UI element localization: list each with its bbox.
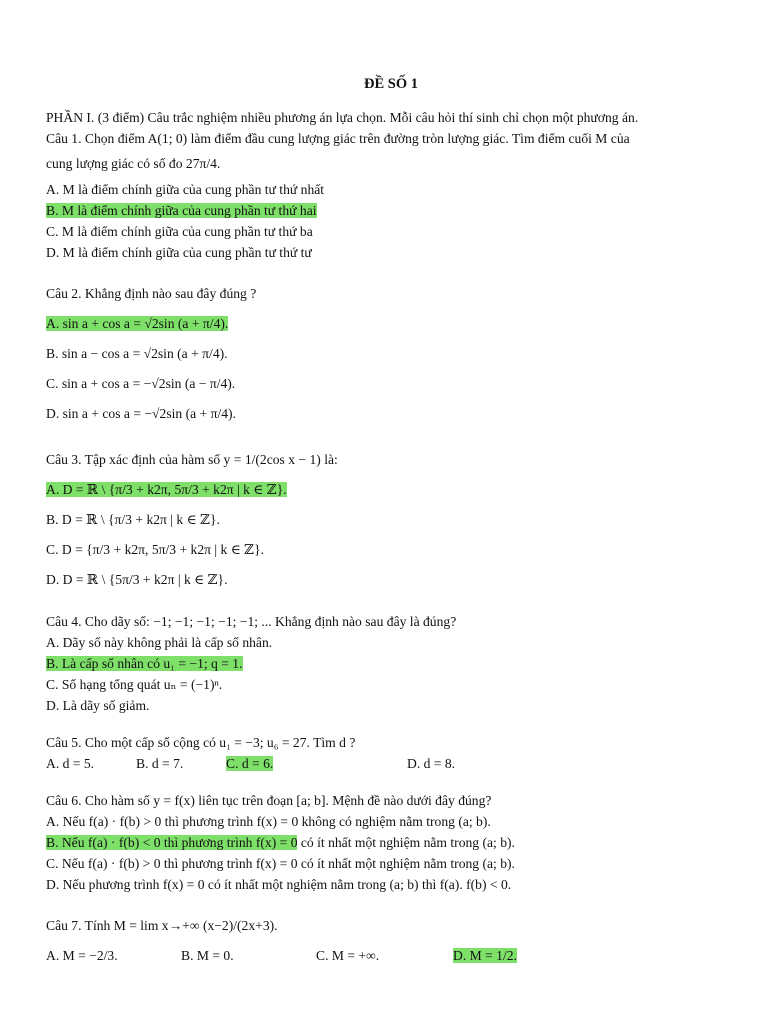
q6-option-d: D. Nếu phương trình f(x) = 0 có ít nhất một nghiệm nằm trong (a; b) thì f(a). f(b) < 0.: [46, 877, 512, 892]
q5-option-d: D. d = 8.: [407, 756, 456, 771]
q6-option-b: [46, 832, 736, 853]
q6-option-a: A. Nếu f(a) · f(b) > 0 thì phương trình f(x) = 0 không có nghiệm nằm trong (a; b).: [46, 814, 491, 829]
q4-stem: Câu 4. Cho dãy số: −1; −1; −1; −1; −1; ... Khẳng định nào sau đây là đúng?: [46, 614, 457, 629]
q6-option-b-highlight: B. Nếu f(a) · f(b) < 0 thì phương trình f(x) = 0: [46, 835, 298, 850]
q7-option-a: A. M = −2/3.: [46, 948, 118, 963]
q1-stem-line-2: cung lượng giác có số đo 27π/4.: [46, 156, 221, 171]
exam-title: ĐỀ SỐ 1: [364, 76, 418, 92]
q4-option-c: C. Số hạng tổng quát uₙ = (−1)ⁿ.: [46, 677, 223, 692]
q5-option-b: B. d = 7.: [136, 756, 184, 771]
question-6: [46, 790, 736, 895]
q7-stem: Câu 7. Tính M = lim x→+∞ (x−2)/(2x+3).: [46, 918, 278, 933]
q7-option-b: B. M = 0.: [181, 948, 234, 963]
q5-option-a: A. d = 5.: [46, 756, 95, 771]
document-page: [46, 74, 736, 962]
q6-stem: Câu 6. Cho hàm số y = f(x) liên tục trên đoạn [a; b]. Mệnh đề nào dưới đây đúng?: [46, 793, 492, 808]
q5-option-c: C. d = 6.: [226, 756, 274, 771]
q5-stem: Câu 5. Cho một cấp số cộng có u₁ = −3; u₆ = 27. Tìm d ?: [46, 735, 356, 750]
q7-option-d: D. M = 1/2.: [453, 948, 517, 963]
q1-option-b: B. M là điểm chính giữa của cung phần tư thứ hai: [46, 203, 317, 218]
q2-option-b: B. sin a − cos a = √2sin (a + π/4).: [46, 346, 228, 361]
q1-stem-line-1: Câu 1. Chọn điểm A(1; 0) làm điểm đầu cung lượng giác trên đường tròn lượng giác. Tìm điểm cuối M của: [46, 131, 630, 146]
question-1: [46, 128, 736, 263]
q2-stem: Câu 2. Khẳng định nào sau đây đúng ?: [46, 286, 257, 301]
question-5: [46, 732, 736, 774]
q7-option-c: C. M = +∞.: [316, 948, 380, 963]
question-7: [46, 911, 736, 962]
q4-option-a: A. Dãy số này không phải là cấp số nhân.: [46, 635, 273, 650]
q6-option-b-rest: có ít nhất một nghiệm nằm trong (a; b).: [297, 835, 515, 850]
q3-stem: Câu 3. Tập xác định của hàm số y = 1/(2cos x − 1) là:: [46, 452, 338, 467]
q4-option-d: D. Là dãy số giảm.: [46, 698, 150, 713]
q3-option-b: B. D = ℝ \ {π/3 + k2π | k ∈ ℤ}.: [46, 512, 220, 527]
q5-options: [46, 753, 736, 774]
question-4: [46, 611, 736, 716]
q6-option-c: C. Nếu f(a) · f(b) > 0 thì phương trình f(x) = 0 có ít nhất một nghiệm nằm trong (a; b).: [46, 856, 515, 871]
q2-option-c: C. sin a + cos a = −√2sin (a − π/4).: [46, 376, 236, 391]
q4-option-b: B. Là cấp số nhân có u₁ = −1; q = 1.: [46, 656, 243, 671]
q3-option-c: C. D = {π/3 + k2π, 5π/3 + k2π | k ∈ ℤ}.: [46, 542, 264, 557]
question-2: [46, 279, 736, 429]
part-heading: PHẦN I. (3 điểm) Câu trắc nghiệm nhiều phương án lựa chọn. Mỗi câu hỏi thí sinh chỉ chọn một phương án.: [46, 110, 639, 125]
q1-option-a: A. M là điểm chính giữa của cung phần tư thứ nhất: [46, 182, 325, 197]
q3-option-d: D. D = ℝ \ {5π/3 + k2π | k ∈ ℤ}.: [46, 572, 228, 587]
q3-option-a: A. D = ℝ \ {π/3 + k2π, 5π/3 + k2π | k ∈ ℤ}.: [46, 482, 287, 497]
question-3: [46, 445, 736, 595]
q1-option-d: D. M là điểm chính giữa của cung phần tư thứ tư: [46, 245, 312, 260]
q2-option-d: D. sin a + cos a = −√2sin (a + π/4).: [46, 406, 236, 421]
q1-option-c: C. M là điểm chính giữa của cung phần tư thứ ba: [46, 224, 313, 239]
q7-options: [46, 941, 736, 962]
q2-option-a: A. sin a + cos a = √2sin (a + π/4).: [46, 316, 229, 331]
